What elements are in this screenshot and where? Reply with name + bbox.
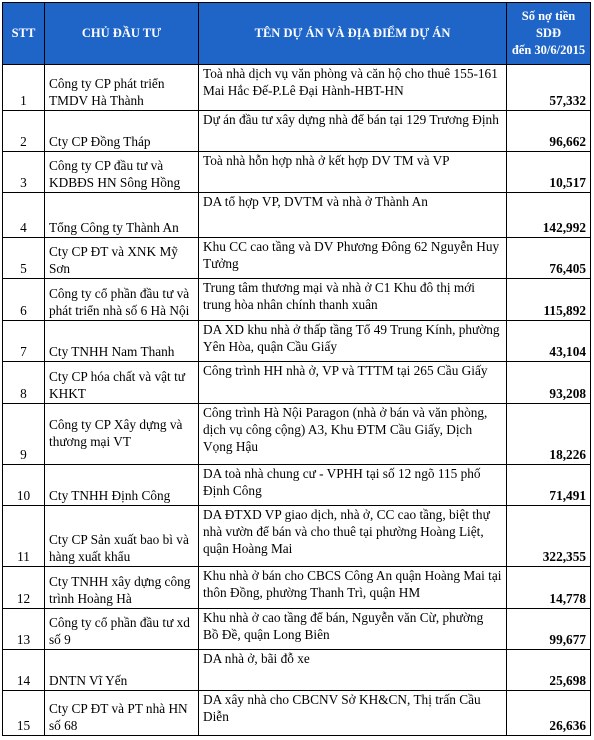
table-row [3,279,591,320]
row-debt: 76,405 [507,237,591,278]
row-owner: DNTN Vĩ Yến [45,649,199,690]
row-stt: 9 [3,403,45,464]
row-debt: 18,226 [507,403,591,464]
row-project: Công trình Hà Nội Paragon (nhà ở bán và văn phòng, dịch vụ công cộng) A3, Khu ĐTM Cầu Giấy, Dịch Vọng Hậu [199,403,507,464]
row-stt: 3 [3,151,45,192]
header-owner: CHỦ ĐẦU TƯ [45,3,199,65]
row-project: Dự án đầu tư xây dựng nhà để bán tại 129 Trương Định [199,110,507,151]
row-project: DA tổ hợp VP, DVTM và nhà ở Thành An [199,193,507,238]
row-stt: 14 [3,649,45,690]
table-row [3,403,591,464]
row-stt: 8 [3,362,45,403]
row-project: Toà nhà dịch vụ văn phòng và căn hộ cho thuê 155-161 Mai Hắc Đế-P.Lê Đại Hành-HBT-HN [199,65,507,111]
row-stt: 2 [3,110,45,151]
row-project: DA nhà ở, bãi đỗ xe [199,649,507,690]
row-project: Khu nhà ở cao tầng để bán, Nguyễn văn Cừ, phường Bồ Đề, quận Long Biên [199,608,507,649]
row-project: Khu nhà ở bán cho CBCS Công An quận Hoàng Mai tại thôn Đồng, phường Thanh Trì, quận HM [199,567,507,608]
header-debt [507,3,591,65]
row-stt: 1 [3,65,45,111]
row-owner: Cty CP ĐT và PT nhà HN số 68 [45,691,199,736]
row-owner: Công ty CP Xây dựng và thương mại VT [45,403,199,464]
row-owner: Cty TNHH xây dựng công trình Hoàng Hà [45,567,199,608]
row-stt: 4 [3,193,45,238]
row-stt: 7 [3,320,45,361]
table-row [3,362,591,403]
row-stt: 6 [3,279,45,320]
row-owner: Cty CP hóa chất và vật tư KHKT [45,362,199,403]
row-project: DA XD khu nhà ở thấp tầng Tổ 49 Trung Kính, phường Yên Hòa, quận Cầu Giấy [199,320,507,361]
row-debt: 25,698 [507,649,591,690]
table-row [3,320,591,361]
header-debt-line1: Số nợ tiền SDĐ [521,9,576,40]
row-owner: Công ty CP phát triển TMDV Hà Thành [45,65,199,111]
table-row [3,151,591,192]
row-owner: Cty CP Sản xuất bao bì và hàng xuất khẩu [45,506,199,567]
header-stt: STT [3,3,45,65]
row-debt: 14,778 [507,567,591,608]
row-debt: 26,636 [507,691,591,736]
row-owner: Công ty cổ phần đầu tư và phát triển nhà số 6 Hà Nội [45,279,199,320]
row-stt: 12 [3,567,45,608]
table-row [3,506,591,567]
row-owner: Cty TNHH Định Công [45,464,199,505]
row-owner: Cty CP ĐT và XNK Mỹ Sơn [45,237,199,278]
row-stt: 10 [3,464,45,505]
row-stt: 11 [3,506,45,567]
row-debt: 43,104 [507,320,591,361]
debt-table [2,2,591,736]
row-owner: Tổng Công ty Thành An [45,193,199,238]
table-row [3,464,591,505]
row-debt: 99,677 [507,608,591,649]
row-debt: 10,517 [507,151,591,192]
header-row [3,3,591,65]
table-row [3,567,591,608]
row-project: DA toà nhà chung cư - VPHH tại số 12 ngõ 115 phố Định Công [199,464,507,505]
row-owner: Cty CP Đồng Tháp [45,110,199,151]
row-owner: Công ty cổ phần đầu tư xd số 9 [45,608,199,649]
table-row [3,65,591,111]
row-debt: 57,332 [507,65,591,111]
header-project: TÊN DỰ ÁN VÀ ĐỊA ĐIỂM DỰ ÁN [199,3,507,65]
row-debt: 322,355 [507,506,591,567]
row-debt: 96,662 [507,110,591,151]
row-owner: Công ty CP đầu tư và KDBĐS HN Sông Hồng [45,151,199,192]
row-stt: 13 [3,608,45,649]
row-project: DA xây nhà cho CBCNV Sở KH&CN, Thị trấn Cầu Diễn [199,691,507,736]
row-project: DA ĐTXD VP giao dịch, nhà ở, CC cao tầng, biệt thự nhà vườn để bán và cho thuê tại phường Hoàng Liệt, quận Hoàng Mai [199,506,507,567]
row-stt: 5 [3,237,45,278]
table-row [3,193,591,238]
row-debt: 93,208 [507,362,591,403]
table-row [3,608,591,649]
row-debt: 115,892 [507,279,591,320]
table-row [3,691,591,736]
table-row [3,237,591,278]
table-row [3,110,591,151]
row-project: Khu CC cao tầng và DV Phương Đông 62 Nguyễn Huy Tưởng [199,237,507,278]
row-debt: 71,491 [507,464,591,505]
table-row [3,649,591,690]
row-project: Trung tâm thương mại và nhà ở C1 Khu đô thị mới trung hòa nhân chính thanh xuân [199,279,507,320]
row-stt: 15 [3,691,45,736]
header-debt-line2: đến 30/6/2015 [511,43,586,57]
row-debt: 142,992 [507,193,591,238]
row-project: Toà nhà hỗn hợp nhà ở kết hợp DV TM và VP [199,151,507,192]
row-project: Công trình HH nhà ở, VP và TTTM tại 265 Cầu Giấy [199,362,507,403]
row-owner: Cty TNHH Nam Thanh [45,320,199,361]
